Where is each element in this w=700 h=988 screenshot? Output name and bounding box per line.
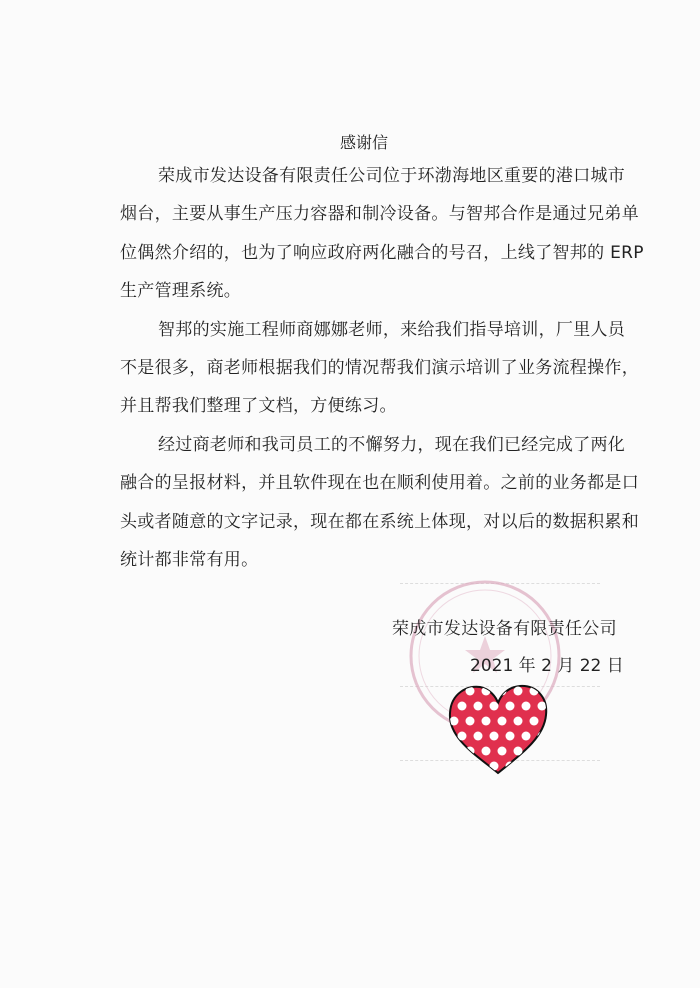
- heart-dot: [458, 762, 467, 771]
- signature-date: 2021 年 2 月 22 日: [470, 656, 624, 676]
- heart-sticker: [446, 683, 550, 775]
- heart-dot: [546, 747, 551, 756]
- heart-dot: [482, 717, 491, 726]
- heart-dot: [522, 762, 531, 771]
- paragraph-line: 智邦的实施工程师商娜娜老师，来给我们指导培训，厂里人员: [158, 319, 626, 340]
- heart-dot: [522, 732, 531, 741]
- heart-dot: [474, 732, 483, 741]
- paragraph-line: 统计都非常有用。: [120, 549, 259, 570]
- heart-dot: [506, 702, 515, 711]
- heart-dot: [490, 732, 499, 741]
- heart-dot: [530, 747, 539, 756]
- heart-dot: [538, 762, 547, 771]
- heart-dot: [506, 732, 515, 741]
- heart-dot: [466, 717, 475, 726]
- paragraph-line: 生产管理系统。: [120, 281, 242, 302]
- paragraph-line: 融合的呈报材料，并且软件现在也在顺利使用着。之前的业务都是口: [120, 473, 639, 494]
- heart-dot: [490, 702, 499, 711]
- paragraph-line: 不是很多，商老师根据我们的情况帮我们演示培训了业务流程操作，: [120, 357, 639, 378]
- heart-dot: [498, 747, 507, 756]
- letter-title: 感谢信: [339, 133, 388, 152]
- paragraph-line: 位偶然介绍的，也为了响应政府两化融合的号召，上线了智邦的 ERP: [120, 242, 644, 263]
- paragraph-line: 并且帮我们整理了文档，方便练习。: [120, 396, 397, 417]
- heart-dot: [514, 717, 523, 726]
- paragraph-line: 头或者随意的文字记录，现在都在系统上体现，对以后的数据积累和: [120, 511, 639, 532]
- heart-dot: [514, 687, 523, 696]
- signature-company: 荣成市发达设备有限责任公司: [392, 619, 617, 639]
- paragraph-line: 经过商老师和我司员工的不懈努力，现在我们已经完成了两化: [158, 434, 626, 455]
- paragraph-line: 荣成市发达设备有限责任公司位于环渤海地区重要的港口城市: [158, 166, 626, 186]
- heart-dot: [474, 762, 483, 771]
- heart-dot: [546, 687, 551, 696]
- heart-dot: [474, 702, 483, 711]
- heart-dot: [522, 702, 531, 711]
- heart-dot: [450, 747, 459, 756]
- heart-dot: [482, 747, 491, 756]
- heart-dot: [498, 717, 507, 726]
- paragraph-line: 烟台，主要从事生产压力容器和制冷设备。与智邦合作是通过兄弟单: [120, 204, 639, 225]
- letter-body: [120, 164, 644, 586]
- heart-dot: [530, 717, 539, 726]
- heart-dot: [490, 762, 499, 771]
- heart-dot: [458, 702, 467, 711]
